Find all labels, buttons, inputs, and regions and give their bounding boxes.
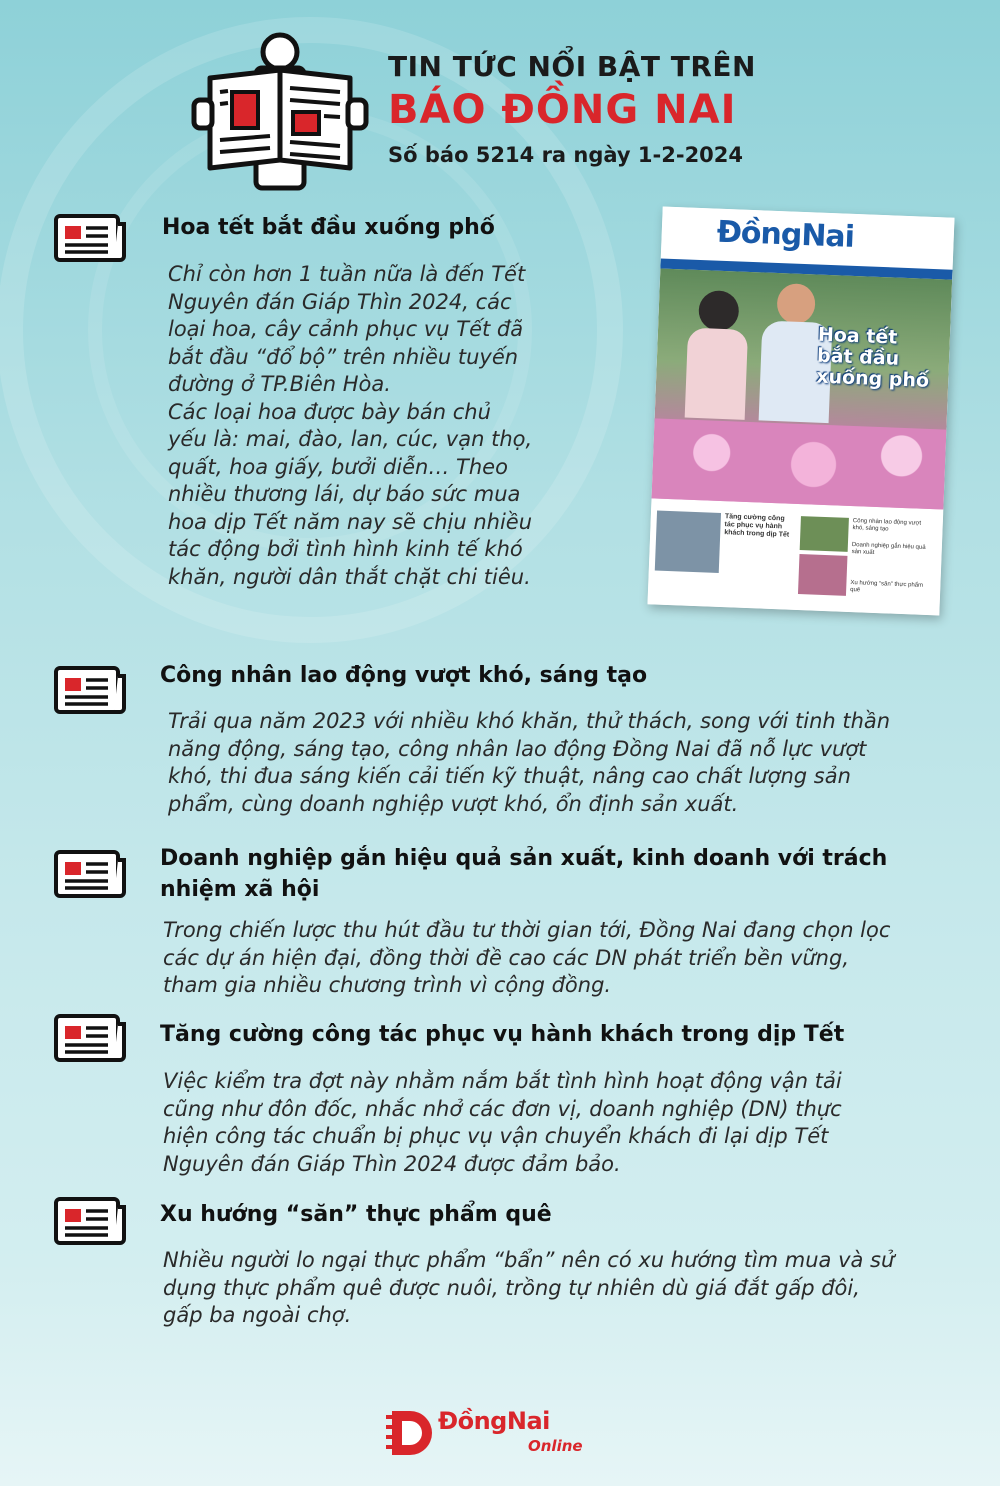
article-description <box>163 1068 983 1178</box>
desc-line: năng động, sáng tạo, công nhân lao động Đồng Nai đã nỗ lực vượt <box>168 736 867 761</box>
desc-line: hiện công tác chuẩn bị phục vụ vận chuyển khách đi lại dịp Tết <box>163 1124 829 1148</box>
side-caption: Doanh nghiệp gắn hiệu quả sản xuất <box>851 542 926 556</box>
newspaper-icon <box>52 1195 130 1247</box>
thumbnail <box>655 511 721 573</box>
desc-line: yếu là: mai, đào, lan, cúc, vạn thọ, <box>168 427 533 451</box>
desc-line: Các loại hoa được bày bán chủ <box>168 399 491 424</box>
desc-line: bắt đầu “đổ bộ” trên nhiều tuyến <box>168 344 519 369</box>
desc-line: các dự án hiện đại, đồng thời đề cao các DN phát triển bền vững, <box>163 945 849 970</box>
desc-line: khó, thi đua sáng kiến cải tiến kỹ thuật, nâng cao chất lượng sản <box>168 764 851 788</box>
desc-line: Trong chiến lược thu hút đầu tư thời gian tới, Đồng Nai đang chọn lọc <box>163 918 891 942</box>
article-title: Hoa tết bắt đầu xuống phố <box>162 215 495 240</box>
newspaper-icon <box>52 664 130 716</box>
article-description <box>168 708 968 818</box>
footer-brand: ĐồngNai <box>438 1407 550 1435</box>
desc-line: dụng thực phẩm quê được nuôi, trồng tự nhiên dù giá đắt gấp đôi, <box>163 1275 860 1300</box>
footer-sub: Online <box>528 1437 583 1455</box>
article-description <box>168 261 648 591</box>
flowers <box>652 418 947 509</box>
desc-line: quất, hoa giấy, bưởi diễn… Theo <box>168 454 508 479</box>
desc-line: Nguyên đán Giáp Thìn 2024 được đảm bảo. <box>163 1151 621 1176</box>
article-title <box>160 843 960 905</box>
thumbnail <box>800 516 849 552</box>
desc-line: nhiều thương lái, dự báo sức mua <box>168 482 521 506</box>
article-title: Công nhân lao động vượt khó, sáng tạo <box>160 663 648 688</box>
title-line: nhiệm xã hội <box>160 877 320 902</box>
person-head <box>698 290 740 332</box>
footer-logo <box>386 1405 626 1465</box>
desc-line: cũng như đôn đốc, nhắc nhở các đơn vị, doanh nghiệp (DN) thực <box>163 1096 842 1121</box>
title-line: Doanh nghiệp gắn hiệu quả sản xuất, kinh doanh với trách <box>160 846 888 871</box>
newspaper-lower-section <box>647 502 943 615</box>
desc-line: Việc kiểm tra đợt này nhằm nắm bắt tình hình hoạt động vận tải <box>163 1069 842 1093</box>
article-title: Xu hướng “săn” thực phẩm quê <box>160 1202 552 1227</box>
desc-line: tham gia nhiều chương trình vì cộng đồng. <box>163 973 612 997</box>
header-title: TIN TỨC NỔI BẬT TRÊN <box>388 50 756 83</box>
desc-line: gấp ba ngoài chợ. <box>163 1303 352 1327</box>
header <box>388 50 756 167</box>
article-title: Tăng cường công tác phục vụ hành khách trong dịp Tết <box>160 1022 845 1047</box>
article-description <box>163 917 983 1000</box>
newspaper-icon <box>52 848 130 900</box>
person-body <box>685 328 748 420</box>
newspaper-front-page <box>647 207 954 616</box>
article-description <box>163 1247 983 1330</box>
logo-mark-icon <box>386 1405 436 1463</box>
side-caption: Công nhân lao động vượt khó, sáng tạo <box>852 518 922 533</box>
desc-line: Nhiều người lo ngại thực phẩm “bẩn” nên có xu hướng tìm mua và sử <box>163 1248 895 1272</box>
desc-line: khăn, người dân thắt chặt chi tiêu. <box>168 564 531 589</box>
side-caption: Xu hướng “săn” thực phẩm quê <box>850 580 924 594</box>
newspaper-headline: Hoa tết bắt đầu xuống phố <box>815 323 930 392</box>
reading-newspaper-icon <box>190 30 370 195</box>
desc-line: đường ở TP.Biên Hòa. <box>168 372 391 396</box>
thumbnail <box>798 554 848 596</box>
side-caption: Tăng cường công tác phục vụ hành khách trong dịp Tết <box>724 513 790 539</box>
desc-line: Nguyên đán Giáp Thìn 2024, các <box>168 289 512 314</box>
desc-line: Trải qua năm 2023 với nhiều khó khăn, thử thách, song với tinh thần <box>168 709 891 733</box>
desc-line: hoa dịp Tết năm nay sẽ chịu nhiều <box>168 509 533 534</box>
newspaper-icon <box>52 1012 130 1064</box>
newspaper-logo: ĐồngNai <box>716 214 855 255</box>
person-head <box>776 283 816 324</box>
issue-info: Số báo 5214 ra ngày 1-2-2024 <box>388 143 744 167</box>
desc-line: tác động bởi tình hình kinh tế khó <box>168 537 523 561</box>
desc-line: phẩm, cùng doanh nghiệp vượt khó, ổn định sản xuất. <box>168 791 739 816</box>
desc-line: Chỉ còn hơn 1 tuần nữa là đến Tết <box>168 262 526 286</box>
desc-line: loại hoa, cây cảnh phục vụ Tết đã <box>168 317 524 341</box>
newspaper-icon <box>52 212 130 264</box>
header-subtitle: BÁO ĐỒNG NAI <box>388 87 737 133</box>
